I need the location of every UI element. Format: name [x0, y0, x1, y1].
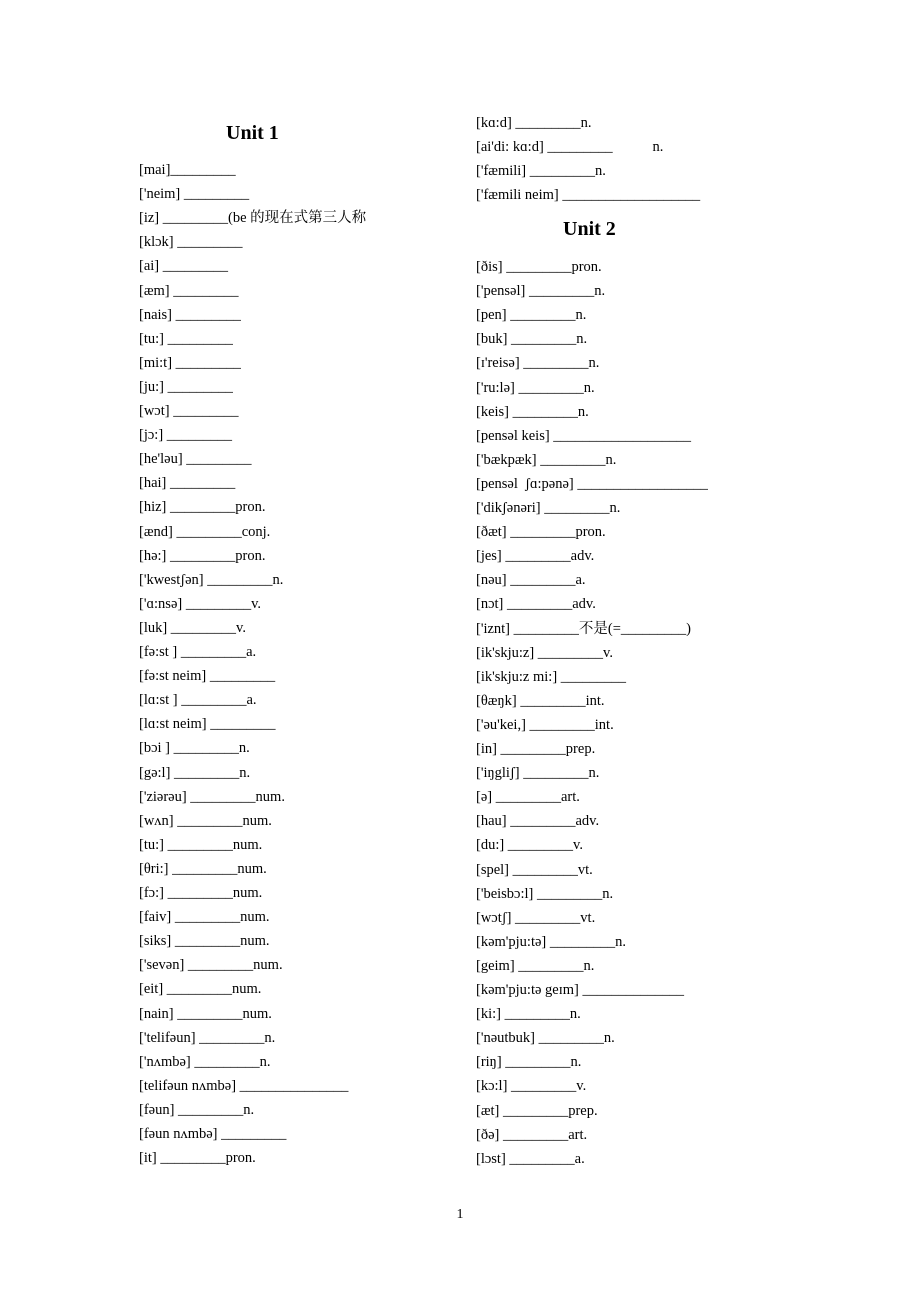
vocab-entry: [tu:] _________num. — [139, 836, 263, 853]
vocab-entry: [fə:st ] _________a. — [139, 644, 257, 660]
vocab-entry: [kəm'pju:tə geɪm] ______________ — [476, 982, 684, 998]
vocab-entry: [pensəl keis] ___________________ — [476, 427, 692, 444]
vocab-entry: [æt] _________prep. — [476, 1102, 598, 1119]
vocab-entry: [fə:st neim] _________ — [139, 668, 276, 685]
vocab-entry: [ai] _________ — [139, 258, 228, 275]
vocab-entry: [ænd] _________conj. — [139, 523, 271, 540]
vocab-entry: ['nəutbuk] _________n. — [476, 1030, 615, 1047]
vocab-entry: ['ziərəu] _________num. — [139, 788, 285, 805]
vocab-entry: [lɑ:st neim] _________ — [139, 716, 276, 733]
vocab-entry: ['sevən] _________num. — [139, 957, 283, 974]
vocab-entry: [ə] _________art. — [476, 789, 580, 806]
vocab-entry: [fɔ:] _________num. — [139, 885, 263, 901]
vocab-entry: [mi:t] _________ — [139, 354, 241, 371]
vocab-entry: [hə:] _________pron. — [139, 547, 266, 564]
vocab-entry: [mai]_________ — [139, 162, 236, 178]
vocab-entry: [ðis] _________pron. — [476, 259, 602, 275]
vocab-entry: [du:] _________v. — [476, 837, 583, 854]
vocab-entry: [klɔk] _________ — [139, 234, 243, 251]
vocab-entry: [ki:] _________n. — [476, 1006, 581, 1023]
vocab-entry: [æm] _________ — [139, 282, 239, 299]
vocab-entry: ['iznt] _________不是(=_________) — [476, 620, 691, 637]
vocab-entry: [nɔt] _________adv. — [476, 596, 596, 613]
vocab-entry: [gə:l] _________n. — [139, 764, 251, 781]
vocab-entry: [geim] _________n. — [476, 957, 595, 974]
vocab-entry: [lɔst] _________a. — [476, 1150, 585, 1167]
vocab-entry: [wɔtʃ] _________vt. — [476, 909, 596, 926]
vocab-entry: [he'ləu] _________ — [139, 451, 252, 468]
vocab-entry: [riŋ] _________n. — [476, 1054, 582, 1071]
vocab-entry: [eit] _________num. — [139, 981, 262, 998]
vocab-entry: [fəun nʌmbə] _________ — [139, 1126, 287, 1142]
vocab-entry: ['kwestʃən] _________n. — [139, 571, 284, 588]
vocab-entry: ['əu'kei,] _________int. — [476, 716, 614, 733]
vocab-entry: ['telifəun] _________n. — [139, 1029, 276, 1046]
vocab-entry: ['dikʃənəri] _________n. — [476, 500, 621, 516]
vocab-entry: [pensəl ʃɑ:pənə] __________________ — [476, 475, 708, 492]
vocab-entry: [θri:] _________num. — [139, 860, 267, 877]
vocab-entry: [keis] _________n. — [476, 403, 589, 420]
vocab-entry: [hai] _________ — [139, 475, 236, 492]
vocab-entry: [fəun] _________n. — [139, 1101, 255, 1118]
vocab-entry: [in] _________prep. — [476, 741, 596, 757]
vocab-entry: [wɔt] _________ — [139, 403, 239, 419]
vocab-entry: [iz] _________(be 的现在式第三人称 — [139, 210, 367, 227]
vocab-entry: [hiz] _________pron. — [139, 499, 266, 516]
vocab-entry: ['ru:lə] _________n. — [476, 379, 595, 396]
vocab-entry: [ðə] _________art. — [476, 1126, 588, 1143]
vocab-entry: [jɔ:] _________ — [139, 427, 233, 444]
vocab-entry: [nəu] _________a. — [476, 572, 586, 589]
vocab-entry: [ik'skju:z] _________v. — [476, 644, 613, 661]
vocab-entry: ['neim] _________ — [139, 186, 250, 203]
vocab-entry: [hau] _________adv. — [476, 813, 600, 830]
vocab-entry: [siks] _________num. — [139, 933, 270, 950]
vocab-entry: ['bækpæk] _________n. — [476, 451, 617, 468]
vocab-entry: ['pensəl] _________n. — [476, 283, 606, 300]
vocab-entry: [luk] _________v. — [139, 619, 246, 636]
vocab-entry: [nain] _________num. — [139, 1005, 272, 1022]
vocab-entry: [jes] _________adv. — [476, 548, 595, 565]
vocab-entry: [it] _________pron. — [139, 1150, 256, 1167]
vocab-entry: ['iŋgliʃ] _________n. — [476, 765, 600, 782]
vocab-entry: [ik'skju:z mi:] _________ — [476, 668, 627, 685]
vocab-entry: [ðæt] _________pron. — [476, 524, 606, 541]
vocab-entry: [ju:] _________ — [139, 378, 233, 395]
vocab-entry: [buk] _________n. — [476, 331, 588, 348]
vocab-entry: [telifəun nʌmbə] _______________ — [139, 1077, 349, 1094]
vocab-entry: [wʌn] _________num. — [139, 812, 272, 829]
vocab-entry: [pen] _________n. — [476, 307, 587, 324]
vocab-entry: ['fæmili] _________n. — [476, 163, 606, 180]
vocab-entry: [lɑ:st ] _________a. — [139, 692, 257, 709]
vocab-entry: [nais] _________ — [139, 306, 241, 323]
vocab-entry: ['ɑ:nsə] _________v. — [139, 595, 262, 612]
vocab-entry: ['beisbɔ:l] _________n. — [476, 885, 614, 902]
vocab-entry: ['fæmili neim] ___________________ — [476, 187, 701, 204]
vocab-entry: [ai'di: kɑ:d] _________ n. — [476, 139, 664, 156]
vocab-entry: ['nʌmbə] _________n. — [139, 1053, 271, 1070]
vocab-entry: [θæŋk] _________int. — [476, 692, 605, 709]
vocab-entry: [bɔi ] _________n. — [139, 740, 250, 757]
unit-1-heading: Unit 1 — [226, 122, 279, 144]
vocab-entry: [tu:] _________ — [139, 330, 233, 347]
vocab-entry: [kɑ:d] _________n. — [476, 115, 592, 131]
vocab-entry: [ɪ'reisə] _________n. — [476, 355, 600, 372]
unit-2-heading: Unit 2 — [563, 218, 616, 240]
page-number: 1 — [456, 1207, 464, 1222]
vocab-entry: [kəm'pju:tə] _________n. — [476, 933, 627, 950]
vocab-entry: [faiv] _________num. — [139, 909, 270, 926]
vocab-entry: [spel] _________vt. — [476, 861, 593, 878]
vocab-entry: [kɔ:l] _________v. — [476, 1078, 587, 1095]
